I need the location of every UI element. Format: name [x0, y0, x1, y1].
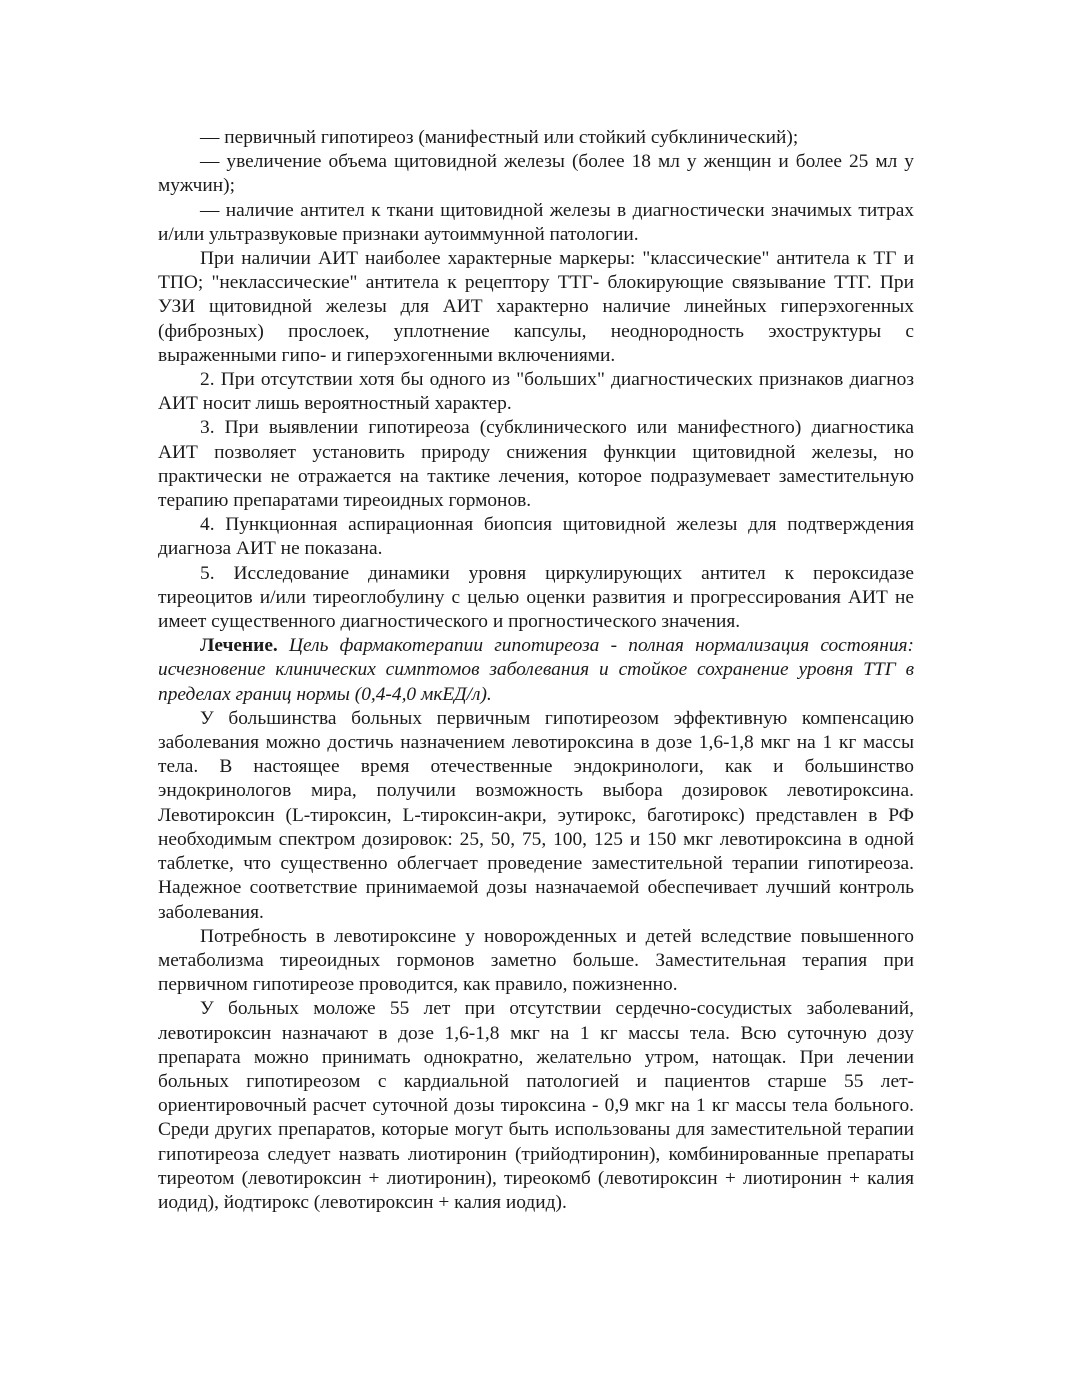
paragraph-item-2: 2. При отсутствии хотя бы одного из "больших" диагностических признаков диагноз АИТ носит лишь вероятностный характер. — [158, 369, 914, 415]
treatment-heading: Лечение. — [200, 635, 278, 657]
paragraph-under-55: У больных моложе 55 лет при отсутствии сердечно-сосудистых заболеваний, левотироксин назначают в дозе 1,6-1,8 мкг на 1 кг массы тела. Всю суточную дозу препарата можно принимать однократно, желательно утром, натощак. При лечении больных гипотиреозом с кардиальной патологией и пациентов старше 55 лет- ориентировочный расчет суточной дозы тироксина - 0,9 мкг на 1 кг массы тела больного. Среди других препаратов, которые могут быть использованы для заместительной терапии гипотиреоза следует назвать лиотиронин (трийодтиронин), комбинированные препараты тиреотом (левотироксин + лиотиронин), тиреокомб (левотироксин + лиотиронин + калия иодид), йодтирокс (левотироксин + калия иодид). — [158, 998, 914, 1213]
treatment-goal: Цель фармакотерапии гипотиреоза - полная нормализация состояния: исчезновение клинических симптомов заболевания и стойкое сохранение уровня ТТГ в пределах границ нормы (0,4-4,0 мкЕД/л). — [158, 635, 914, 705]
paragraph-markers: При наличии АИТ наиболее характерные маркеры: "классические" антитела к ТГ и ТПО; "неклассические" антитела к рецептору ТТГ- блокирующие связывание ТТГ. При УЗИ щитовидной железы для АИТ характерно наличие линейных гиперэхогенных (фиброзных) прослоек, уплотнение капсулы, неоднородность эхоструктуры с выраженными гипо- и гиперэхогенными включениями. — [158, 248, 914, 366]
paragraph-item-5: 5. Исследование динамики уровня циркулирующих антител к пероксидазе тиреоцитов и/или тиреоглобулину с целью оценки развития и прогрессирования АИТ не имеет существенного диагностического и прогностического значения. — [158, 562, 914, 633]
paragraph-criterion-antibodies: — наличие антител к ткани щитовидной железы в диагностически значимых титрах и/или ультразвуковые признаки аутоиммунной патологии. — [158, 199, 914, 245]
paragraph-treatment — [158, 634, 914, 707]
paragraph-item-3: 3. При выявлении гипотиреоза (субклинического или манифестного) диагностика АИТ позволяет установить природу снижения функции щитовидной железы, но практически не отражается на тактике лечения, которое подразумевает заместительную терапию препаратами тиреоидных гормонов. — [158, 417, 914, 512]
paragraph-criterion-volume: — увеличение объема щитовидной железы (более 18 мл у женщин и более 25 мл у мужчин); — [158, 151, 914, 197]
paragraph-newborns: Потребность в левотироксине у новорожденных и детей вследствие повышенного метаболизма тиреоидных гормонов заметно больше. Заместительная терапия при первичном гипотиреозе проводится, как правило, пожизненно. — [158, 925, 914, 996]
document-page — [158, 126, 914, 1215]
paragraph-item-4: 4. Пункционная аспирационная биопсия щитовидной железы для подтверждения диагноза АИТ не показана. — [158, 514, 914, 560]
paragraph-criterion-hypothyroidism: — первичный гипотиреоз (манифестный или стойкий субклинический); — [200, 127, 799, 148]
paragraph-levothyroxine-dosing: У большинства больных первичным гипотиреозом эффективную компенсацию заболевания можно достичь назначением левотироксина в дозе 1,6-1,8 мкг на 1 кг массы тела. В настоящее время отечественные эндокринологи, как и большинство эндокринологов мира, получили возможность выбора дозировок левотироксина. Левотироксин (L-тироксин, L-тироксин-акри, эутирокс, баготирокс) представлен в РФ необходимым спектром дозировок: 25, 50, 75, 100, 125 и 150 мкг левотироксина в одной таблетке, что существенно облегчает проведение заместительной терапии гипотиреоза. Надежное соответствие принимаемой дозы назначаемой обеспечивает лучший контроль заболевания. — [158, 707, 914, 923]
